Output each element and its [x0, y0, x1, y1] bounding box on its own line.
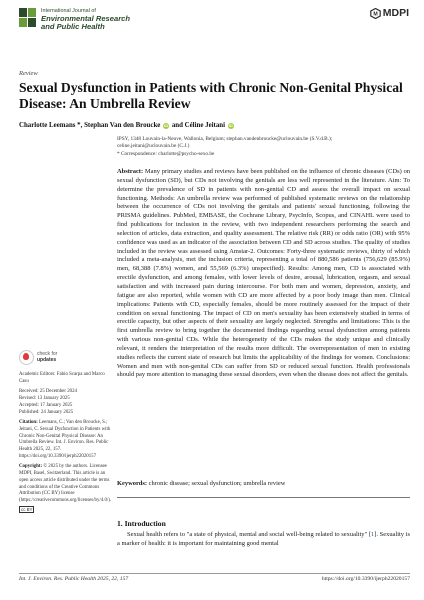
publisher-logo [370, 7, 409, 19]
citation-text: Leemans, C.; Van den Broucke, S.; Jeitani, C. Sexual Dysfunction in Patients with Chronic Non-Genital Physical Disease: An Umbrella Review. Int. J. Environ. Res. Public Health 2025, 22, 157. https://doi.org/10.3390/ijerph22020157 [19, 420, 111, 459]
keywords-label: Keywords: [117, 480, 148, 487]
copyright-label: Copyright: [19, 464, 43, 470]
check-updates-line-2: updates [37, 356, 57, 363]
keywords [117, 480, 410, 489]
mdpi-hex-icon [370, 8, 381, 19]
orcid-icon[interactable]: iD [228, 122, 233, 128]
footer-journal-reference: Int. J. Environ. Res. Public Health 2025, 22, 157 [19, 576, 129, 582]
keywords-divider [117, 497, 410, 498]
published-date: Published: 24 January 2025 [19, 409, 74, 415]
revised-date: Revised: 13 January 2025 [19, 396, 70, 402]
abstract-label: Abstract: [117, 168, 144, 175]
reference-link[interactable]: 1 [371, 531, 375, 538]
journal-line-3: and Public Health [41, 22, 105, 32]
intro-text-1: Sexual health refers to "a state of physical, mental and social well-being related to sexuality" [ [127, 531, 371, 538]
authors-part-2: and Céline Jeitani [171, 122, 226, 129]
svg-text:M: M [373, 11, 378, 18]
correspondence: * Correspondence: charlotte@psycho-sexo.be [117, 150, 215, 157]
check-updates-label [37, 352, 57, 364]
publisher-name: MDPI [382, 7, 409, 19]
author-list [19, 122, 409, 129]
footer-divider [19, 573, 410, 574]
affiliation-line: IPSY, 1348 Louvain-la-Neuve, Wallonia, Belgium; stephan.vandenbroucke@uclouvain.be (S.V.d.B.); [117, 136, 333, 142]
affiliation-line: celine.jeitani@uclouvain.be (C.J.) [117, 143, 190, 150]
check-updates-icon [19, 350, 34, 365]
affiliations [117, 136, 409, 158]
article-title: Sexual Dysfunction in Patients with Chronic Non-Genital Physical Disease: An Umbrella Review [19, 80, 403, 111]
keywords-text: chronic disease; sexual dysfunction; umbrella review [148, 480, 286, 487]
authors-part-1: Charlotte Leemans *, Stephan Van den Broucke [19, 122, 161, 129]
abstract-text: Many primary studies and reviews have been published on the influence of chronic diseases (CDs) on sexual dysfunction (SD), but CDs not involving the genitals are less well represented in the literature. Aim: To determine the prevalence of SD in patients with non-genital CD and assess the overall impact on sexual functioning. Methods: An umbrella review was performed of published systematic reviews on the relationship between the occurrence of CDs not involving the genitals and patients' sexual functioning, following the PRISMA guidelines. PubMed, EMBASE, the Cochrane Library, PsycInfo, Scopus, and CINAHL were used to find publications for inclusion in the review, with two independent researchers performing the search and selection of articles, data extraction, and quality assessment. The relative risk (RR) or odds ratio (OR) with 95% confidence was used as an indicator of the association between CD and SD across studies. The quality of studies included in the review was assessed using Amstar-2. Outcomes: Forty-three systematic reviews, thirty of which included a meta-analysis, met the inclusion criteria, representing a total of 880,586 patients (756,629 (85.9%) men, 68,388 (7.8%) women, and 55,569 (6.3%) unspecified). Results: Among men, CD is associated with erectile dysfunction, and among females, with lower levels of desire, arousal, lubrication, orgasm, and sexual satisfaction and with increased pain during intercourse. For both men and women, depression, anxiety, and fatigue are also reported, while women with CD are more affected by a poor body image than men. Clinical implications: Patients with CD, especially females, should be more routinely assessed for the impact of their condition on sexual functioning. The impact of CD on men's sexuality has been extensively studied in terms of erectile capacity, but other aspects of their sexuality are largely neglected. Strengths and limitations: This is the first umbrella review to bring together the documented findings regarding sexual dysfunction among patients with various non-genital CDs. While the heterogeneity of the CDs makes the study unique and clinically relevant, it renders the interpretation of the results more difficult. The overrepresentation of men in existing studies reflects the current state of research but limits the applicability of the findings for women. Conclusions: Women and men with non-genital CDs can suffer from SD or reduced sexual function. Health professionals should pay more attention to managing these sexual disorders, even when the disease does not affect the genitals. [117, 168, 411, 379]
introduction-paragraph [117, 531, 410, 549]
check-updates-line-1: check for [37, 350, 58, 357]
article-type: Review [19, 70, 38, 77]
abstract [117, 168, 410, 380]
received-date: Received: 25 December 2024 [19, 389, 77, 395]
article-metadata [19, 372, 111, 514]
footer-doi-link[interactable]: https://doi.org/10.3390/ijerph22020157 [321, 576, 410, 582]
check-for-updates-button[interactable] [19, 350, 57, 365]
journal-logo-icon [19, 8, 37, 28]
citation [19, 420, 111, 460]
copyright [19, 464, 111, 504]
cc-by-license-icon[interactable]: cc BY [21, 506, 33, 512]
academic-editors: Academic Editors: Fabio Scarpa and Marco Casu [19, 372, 105, 384]
journal-line-2: Environmental Research [41, 14, 131, 24]
journal-line-1: International Journal of [41, 8, 96, 14]
copyright-text: © 2025 by the authors. Licensee MDPI, Basel, Switzerland. This article is an open access article distributed under the terms and conditions of the Creative Commons Attribution (CC BY) license (https://creativecommons.org/licenses/by/4.0/). [19, 464, 112, 503]
orcid-icon[interactable]: iD [164, 122, 169, 128]
journal-name [41, 8, 130, 32]
section-heading: 1. Introduction [117, 519, 166, 528]
intro-text-2: ]. Sexuality is a marker of health: it is important for maintaining good mental [117, 531, 410, 547]
journal-header [19, 8, 130, 32]
accepted-date: Accepted: 17 January 2025 [19, 402, 73, 408]
citation-label: Citation: [19, 420, 38, 426]
